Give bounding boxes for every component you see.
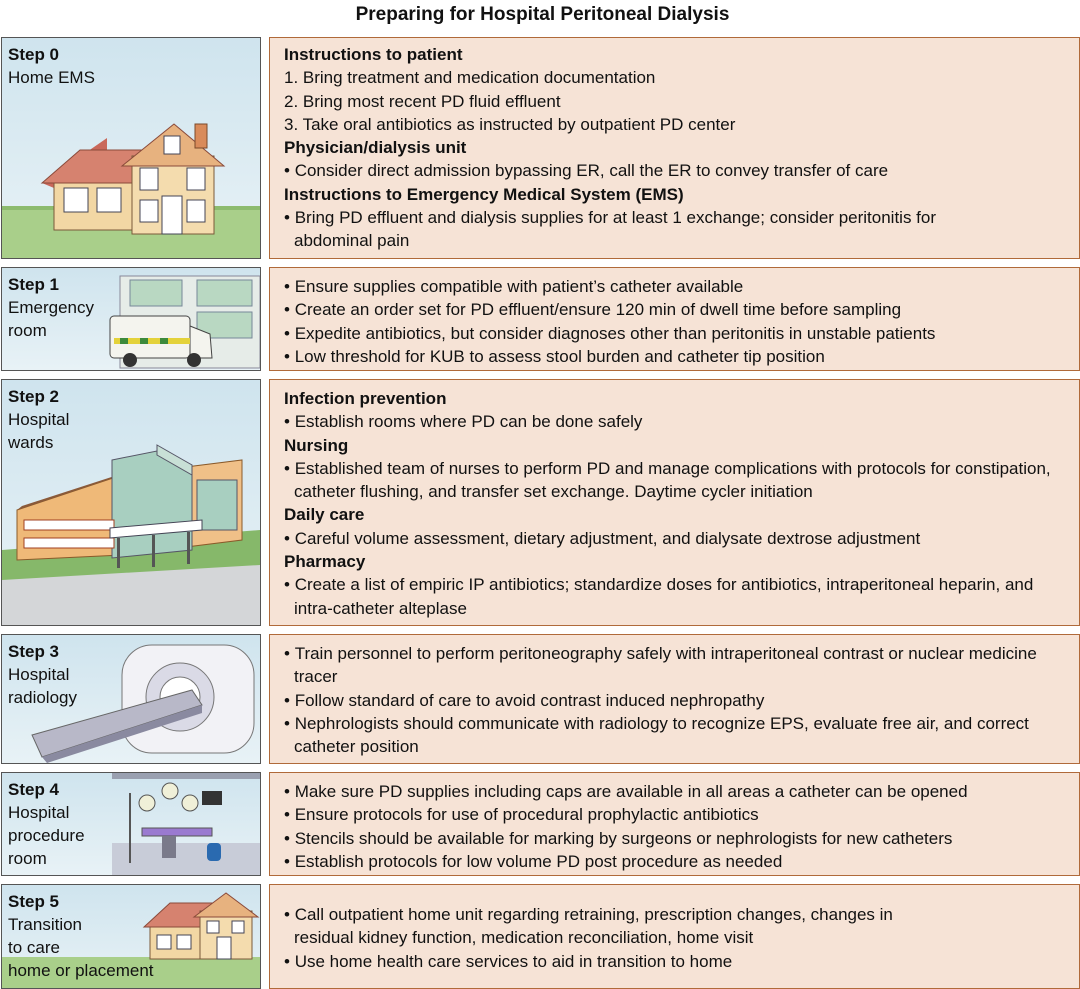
step-5-location-line: Transition (8, 915, 83, 934)
step-5-panel (1, 884, 261, 989)
content-bullet: • Create a list of empiric IP antibiotics; standardize doses for antibiotics, intraperitoneal heparin, and intra-catheter alteplase (284, 573, 1064, 620)
step-5-number: Step 5 (8, 892, 60, 911)
step-3-location-line: radiology (8, 688, 77, 707)
figure-title: Preparing for Hospital Peritoneal Dialysis (355, 4, 730, 25)
content-bullet: • Established team of nurses to perform PD and manage complications with protocols for constipation, catheter flushing, and transfer set exchange. Daytime cycler initiation (284, 457, 1064, 504)
step-4-location-line: room (8, 849, 47, 868)
step-2-location-line: Hospital (8, 410, 70, 429)
content-heading: Nursing (284, 435, 349, 455)
step-5-location-line: to care (8, 938, 60, 957)
step-0-label (8, 43, 95, 89)
step-2-location-line: wards (8, 433, 54, 452)
step-4-label (8, 778, 85, 870)
content-heading: Pharmacy (284, 552, 366, 572)
content-heading: Infection prevention (284, 389, 447, 408)
content-heading: Instructions to Emergency Medical System (EMS) (284, 184, 684, 204)
content-bullet: • Stencils should be available for marking by surgeons or nephrologists for new catheters (284, 827, 1069, 850)
content-bullet: • Nephrologists should communicate with radiology to recognize EPS, evaluate free air, and correct catheter position (284, 712, 1054, 759)
content-heading: Daily care (284, 505, 365, 525)
content-bullet: • Make sure PD supplies including caps are available in all areas a catheter can be opened (284, 780, 1069, 803)
content-bullet: • Ensure protocols for use of procedural prophylactic antibiotics (284, 803, 1069, 826)
step-3-location-line: Hospital (8, 665, 70, 684)
step-4-content (269, 772, 1080, 876)
step-1-number: Step 1 (8, 275, 60, 294)
content-line: 1. Bring treatment and medication documentation (284, 68, 656, 88)
step-0-content (269, 37, 1080, 259)
content-line: 3. Take oral antibiotics as instructed by outpatient PD center (284, 114, 736, 134)
content-bullet: • Careful volume assessment, dietary adjustment, and dialysate dextrose adjustment (284, 527, 1069, 550)
content-bullet: • Consider direct admission bypassing ER, call the ER to convey transfer of care (284, 159, 1069, 182)
step-3-content (269, 634, 1080, 764)
step-3-panel (1, 634, 261, 764)
step-0-panel (1, 37, 261, 259)
content-heading: Instructions to patient (284, 45, 463, 64)
step-1-location-line: room (8, 321, 47, 340)
content-bullet: • Establish rooms where PD can be done safely (284, 410, 1069, 433)
step-1-content (269, 267, 1080, 371)
step-1-location-line: Emergency (8, 298, 94, 317)
step-1-label (8, 273, 94, 342)
content-bullet: • Low threshold for KUB to assess stool burden and catheter tip position (284, 345, 1069, 368)
step-2-label (8, 385, 69, 454)
step-3-number: Step 3 (8, 642, 60, 661)
step-2-content (269, 379, 1080, 626)
step-4-location-line: Hospital (8, 803, 70, 822)
step-2-panel (1, 379, 261, 626)
step-1-panel (1, 267, 261, 371)
content-bullet: • Train personnel to perform peritoneography safely with intraperitoneal contrast or nuclear medicine tracer (284, 642, 1064, 689)
step-2-number: Step 2 (8, 387, 60, 406)
step-5-location-line: home or placement (8, 961, 154, 980)
step-4-panel (1, 772, 261, 876)
content-bullet: • Follow standard of care to avoid contrast induced nephropathy (284, 689, 1069, 712)
content-line: 2. Bring most recent PD fluid effluent (284, 91, 561, 111)
content-bullet: • Ensure supplies compatible with patient’s catheter available (284, 275, 1069, 298)
content-bullet: • Use home health care services to aid in transition to home (284, 950, 1069, 973)
step-4-location-line: procedure (8, 826, 85, 845)
step-5-content (269, 884, 1080, 989)
step-4-number: Step 4 (8, 780, 60, 799)
content-heading: Physician/dialysis unit (284, 138, 467, 158)
step-5-label (8, 890, 154, 982)
step-0-location-line: Home EMS (8, 68, 95, 87)
content-bullet: • Create an order set for PD effluent/ensure 120 min of dwell time before sampling (284, 298, 1069, 321)
step-3-label (8, 640, 77, 709)
content-bullet: • Bring PD effluent and dialysis supplies for at least 1 exchange; consider peritonitis for abdominal pain (284, 206, 1014, 253)
content-bullet: • Call outpatient home unit regarding retraining, prescription changes, changes in residual kidney function, medication reconciliation, home visit (284, 903, 934, 950)
content-bullet: • Expedite antibiotics, but consider diagnoses other than peritonitis in unstable patients (284, 322, 1069, 345)
content-bullet: • Establish protocols for low volume PD post procedure as needed (284, 850, 1069, 873)
step-0-number: Step 0 (8, 45, 60, 64)
